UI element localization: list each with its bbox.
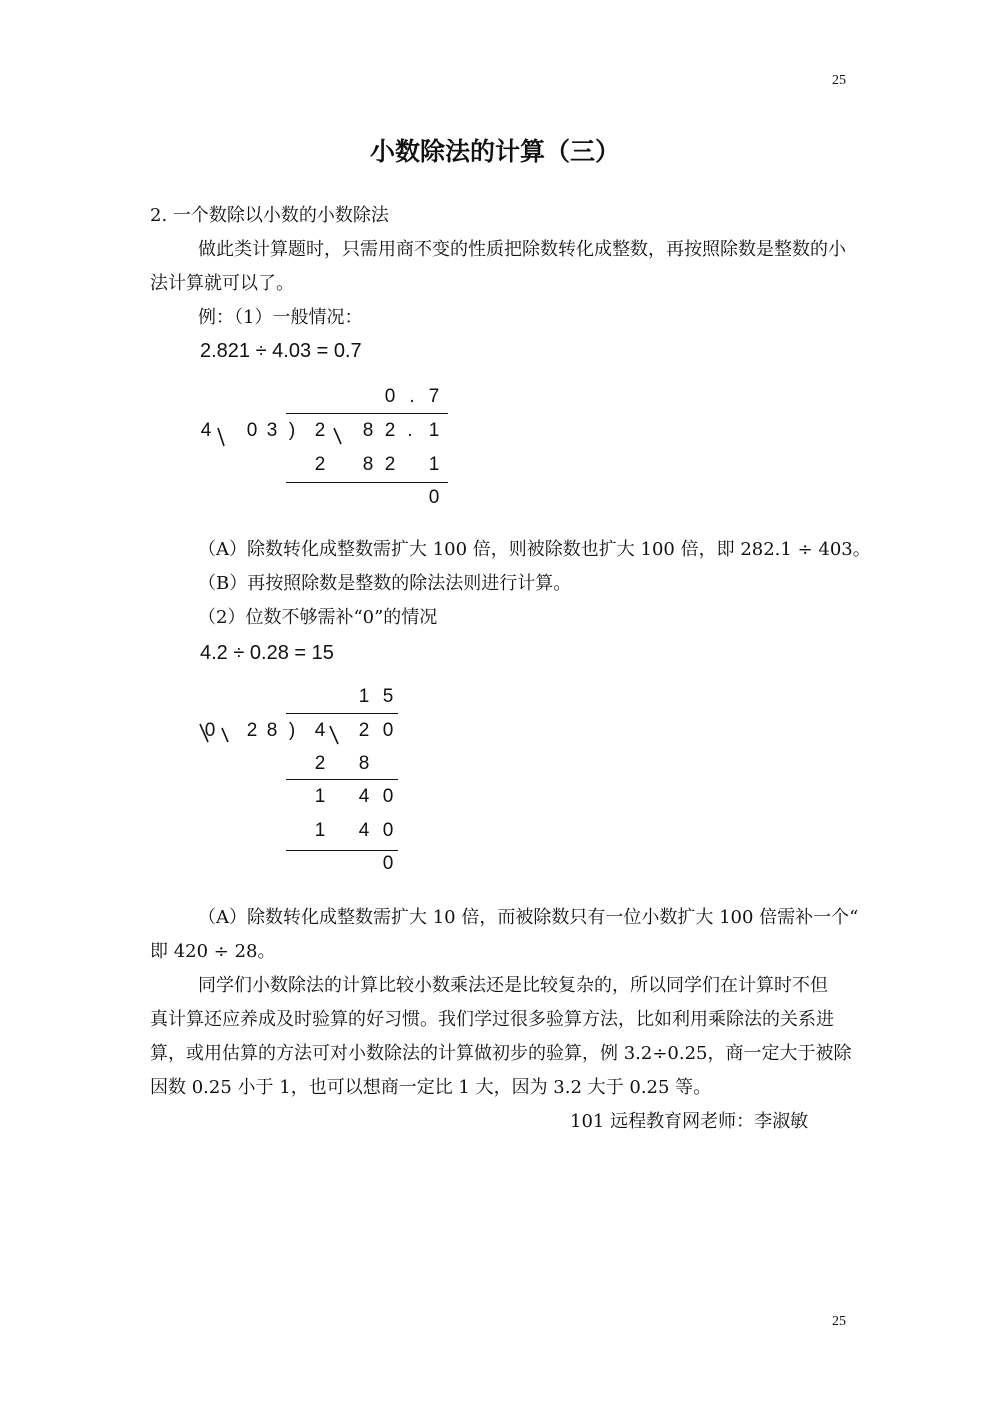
division-bracket: ) (288, 720, 296, 741)
example-1-label: 例：（1）一般情况： (198, 307, 363, 328)
strike-mark (330, 726, 338, 744)
division-bracket: ) (288, 420, 296, 441)
intro-line-2: 法计算就可以了。 (150, 273, 294, 294)
dividend-digit: 2 (384, 420, 396, 441)
example-2-equation: 4.2 ÷ 0.28 = 15 (200, 642, 334, 664)
divisor-digit: 0 (204, 720, 216, 741)
product-digit: 8 (362, 454, 374, 475)
partial-digit: 1 (314, 786, 326, 807)
example-1-note-a: （A）除数转化成整数需扩大 100 倍，则被除数也扩大 100 倍，即 282.1 ÷ 403。 (198, 539, 871, 560)
product-digit: 2 (384, 454, 396, 475)
dividend-digit: 4 (314, 720, 326, 741)
remainder: 0 (428, 487, 440, 508)
quotient-digit: 7 (428, 386, 440, 407)
strike-mark (334, 428, 341, 444)
conclusion-line-1: 同学们小数除法的计算比较小数乘法还是比较复杂的，所以同学们在计算时不但 (198, 975, 828, 996)
page-number-bottom: 25 (832, 1314, 846, 1329)
dividend-digit: 8 (362, 420, 374, 441)
intro-line-1: 做此类计算题时，只需用商不变的性质把除数转化成整数，再按照除数是整数的小 (198, 239, 846, 260)
example-2-label: （2）位数不够需补“0”的情况 (198, 607, 438, 628)
product-digit: 4 (358, 820, 370, 841)
dividend-digit: 1 (428, 420, 440, 441)
section-heading: 2. 一个数除以小数的小数除法 (150, 205, 389, 226)
product-digit: 2 (314, 753, 326, 774)
author-credit: 101 远程教育网老师：李淑敏 (570, 1111, 809, 1132)
quotient-digit: 0 (384, 386, 396, 407)
strike-mark (222, 728, 228, 742)
conclusion-line-3: 算，或用估算的方法可对小数除法的计算做初步的验算，例 3.2÷0.25，商一定大于被除 (150, 1043, 852, 1064)
dividend-digit: 2 (314, 420, 326, 441)
divisor-digit: 2 (246, 720, 258, 741)
product-digit: 8 (358, 753, 370, 774)
quotient-digit: 1 (358, 686, 370, 707)
conclusion-line-4: 因数 0.25 小于 1，也可以想商一定比 1 大，因为 3.2 大于 0.25 等。 (150, 1077, 712, 1098)
example-1-note-b: （B）再按照除数是整数的除法法则进行计算。 (198, 573, 572, 594)
quotient-point: . (409, 386, 415, 407)
divisor-digit: 0 (246, 420, 258, 441)
divisor-digit: 4 (200, 420, 212, 441)
conclusion-line-2: 真计算还应养成及时验算的好习惯。我们学过很多验算方法，比如利用乘除法的关系进 (150, 1009, 834, 1030)
product-digit: 2 (314, 454, 326, 475)
page-number-top: 25 (832, 73, 846, 88)
divisor-digit: 3 (266, 420, 278, 441)
dividend-point: . (407, 420, 413, 441)
example-1-equation: 2.821 ÷ 4.03 = 0.7 (200, 340, 362, 362)
example-2-note-a-line-2: 即 420 ÷ 28。 (150, 941, 276, 962)
page-title: 小数除法的计算（三） (369, 137, 620, 166)
strike-mark (200, 724, 208, 742)
strike-mark (218, 428, 224, 446)
dividend-digit: 0 (382, 720, 394, 741)
product-digit: 1 (314, 820, 326, 841)
partial-digit: 0 (382, 786, 394, 807)
dividend-digit: 2 (358, 720, 370, 741)
product-digit: 0 (382, 820, 394, 841)
product-digit: 1 (428, 454, 440, 475)
example-2-note-a-line-1: （A）除数转化成整数需扩大 10 倍，而被除数只有一位小数扩大 100 倍需补一个“ (198, 907, 859, 928)
quotient-digit: 5 (382, 686, 394, 707)
divisor-digit: 8 (266, 720, 278, 741)
partial-digit: 4 (358, 786, 370, 807)
remainder: 0 (382, 853, 394, 874)
